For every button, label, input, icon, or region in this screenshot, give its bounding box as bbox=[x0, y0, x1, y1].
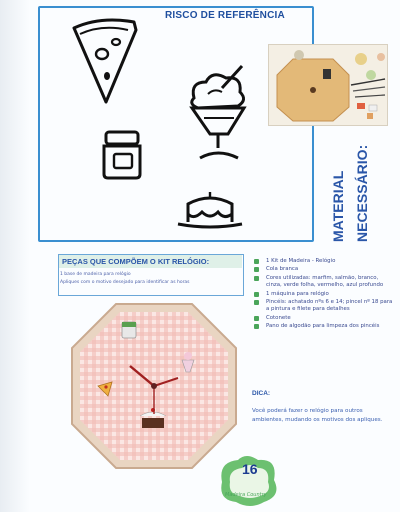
pieces-line-1: 1 base de madeira para relógio bbox=[60, 272, 131, 277]
list-item bbox=[252, 315, 394, 322]
list-item bbox=[252, 323, 394, 330]
list-item-text: Pano de algodão para limpeza dos pincéis bbox=[266, 323, 380, 330]
clock-photo bbox=[68, 300, 240, 472]
cake-drawing bbox=[174, 190, 246, 232]
bullet-icon bbox=[254, 316, 259, 321]
page-number: 16 bbox=[242, 461, 258, 477]
material-heading-line1 bbox=[329, 134, 347, 244]
jam-jar-drawing bbox=[100, 128, 144, 180]
list-item bbox=[252, 258, 394, 265]
materials-photo bbox=[268, 44, 388, 126]
logo-text: Madeira Country bbox=[225, 492, 267, 498]
sundae-drawing bbox=[184, 62, 254, 166]
list-item bbox=[252, 275, 394, 290]
svg-text:MATERIAL: MATERIAL bbox=[330, 170, 346, 242]
list-item-text: Cola branca bbox=[266, 266, 299, 273]
binder-edge bbox=[0, 0, 30, 512]
list-item-text: 1 máquina para relógio bbox=[266, 290, 329, 297]
reference-title: RISCO DE REFERÊNCIA bbox=[165, 10, 285, 21]
bullet-icon bbox=[254, 276, 259, 281]
list-item-text: Pincéis: achatado nºs 6 e 14; pincel nº 18 para a pintura e filete para detalhes bbox=[266, 299, 393, 313]
svg-text:NECESSÁRIO:: NECESSÁRIO: bbox=[354, 144, 370, 242]
pieces-title: PEÇAS QUE COMPÕEM O KIT RELÓGIO: bbox=[58, 254, 242, 268]
bullet-icon bbox=[254, 259, 259, 264]
bullet-icon bbox=[254, 267, 259, 272]
list-item bbox=[252, 291, 394, 298]
list-item-text: 1 Kit de Madeira - Relógio bbox=[266, 258, 336, 264]
materials-list bbox=[252, 258, 394, 332]
bullet-icon bbox=[254, 300, 259, 305]
list-item bbox=[252, 299, 394, 314]
list-item bbox=[252, 266, 394, 273]
tip-label: DICA: bbox=[252, 390, 271, 397]
pizza-slice-drawing bbox=[66, 14, 142, 106]
bullet-icon bbox=[254, 324, 259, 329]
list-item-text: Cotonete bbox=[266, 314, 291, 321]
material-heading-line2 bbox=[352, 126, 372, 244]
bullet-icon bbox=[254, 292, 259, 297]
pieces-line-2: Apliques com o motivo desejado para identificar as horas bbox=[60, 280, 190, 285]
tip-text: Você poderá fazer o relógio para outros ambientes, mudando os motivos dos apliques. bbox=[252, 408, 383, 423]
list-item-text: Cores utilizadas: marfim, salmão, branco, cinza, verde folha, vermelho, azul profundo bbox=[266, 274, 384, 289]
